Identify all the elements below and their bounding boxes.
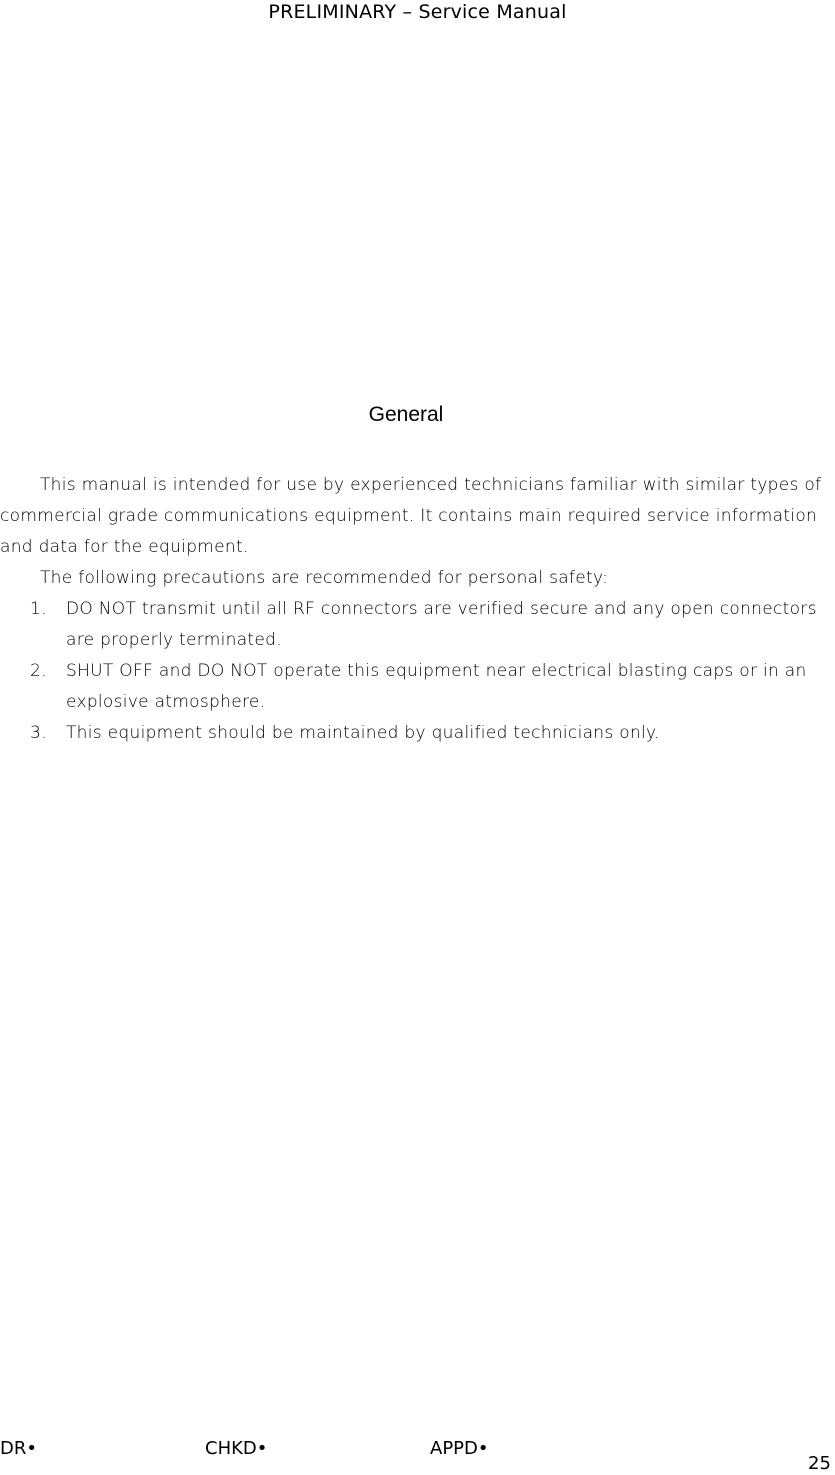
- precaution-item-1: [0, 594, 830, 656]
- page-header-title: PRELIMINARY – Service Manual: [268, 1, 567, 23]
- footer-appd-label: APPD•: [430, 1438, 489, 1459]
- precaution-text: DO NOT transmit until all RF connectors are verified secure and any open connectors are properly terminated.: [66, 599, 817, 650]
- precautions-intro: The following precautions are recommended for personal safety:: [40, 568, 609, 588]
- precautions-list: [0, 594, 830, 749]
- footer-dr-label: DR•: [0, 1438, 37, 1459]
- precaution-number: 3.: [30, 723, 47, 743]
- precaution-number: 2.: [30, 661, 47, 681]
- precaution-text: SHUT OFF and DO NOT operate this equipment near electrical blasting caps or in an explosive atmosphere.: [66, 661, 807, 712]
- precaution-text: This equipment should be maintained by qualified technicians only.: [66, 723, 660, 743]
- section-title: General: [368, 403, 444, 426]
- intro-paragraph: This manual is intended for use by experienced technicians familiar with similar types of commercial grade communications equipment. It contains main required service information and data for the equipment.: [0, 475, 822, 557]
- precaution-item-3: [0, 718, 830, 749]
- footer-chkd-label: CHKD•: [205, 1438, 268, 1459]
- body-text: [0, 470, 830, 749]
- page-number: 25: [808, 1453, 831, 1474]
- precaution-number: 1.: [30, 599, 47, 619]
- precaution-item-2: [0, 656, 830, 718]
